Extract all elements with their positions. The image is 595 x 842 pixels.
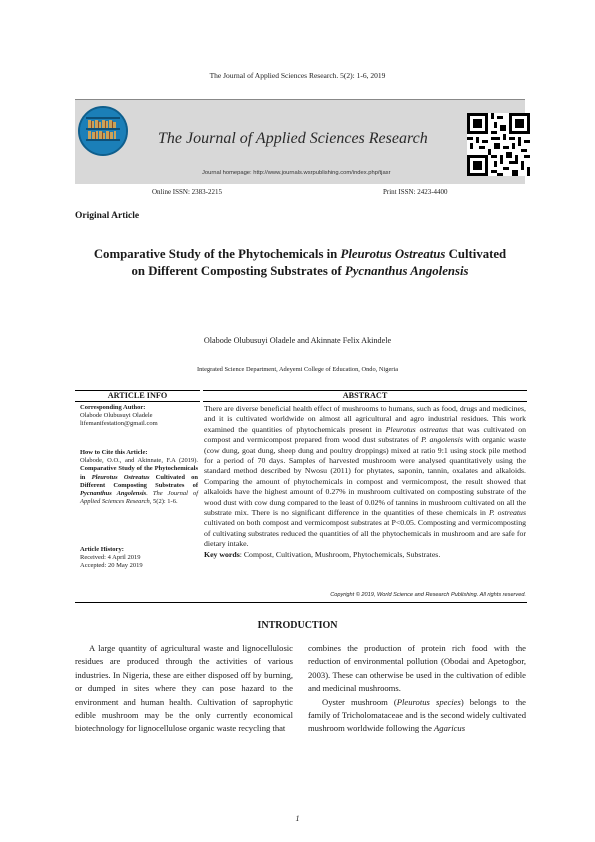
copyright-notice: Copyright © 2019, World Science and Research Publishing. All rights reserved. [330,592,526,598]
cite-title: Comparative Study of the Phytochemicals in [80,465,198,481]
intro-species: Pleurotus species [396,696,461,707]
keywords-label: Key words [204,549,240,559]
abstract-text: that was cultivated on compost and vermicompost prepared from wood dust substrates of [204,424,526,445]
abstract-heading: ABSTRACT [342,391,388,400]
abstract-body [204,404,526,560]
print-issn: Print ISSN: 2423-4400 [383,188,448,196]
abstract-bottom-rule [75,602,527,603]
journal-title: The Journal of Applied Sciences Research [158,130,428,147]
abstract-text: There are diverse beneficial health effect of mushrooms to humans, such as food, drugs and medicines, and it is cultivated worldwide on almost all agricultural and agro industrial residues. This work examined the quantities of phytochemicals present in [204,404,526,434]
abstract-species: Pleurotus ostreatus [385,424,448,434]
cite-title: Cultivated on Different Composting Substrates of [80,473,198,489]
keywords: : Compost, Cultivation, Mushroom, Phytochemicals, Substrates. [239,549,441,559]
how-to-cite [80,449,198,506]
abstract-species: P. ostreatus [488,508,526,518]
cite-authors: Olabode, O.O., and Akinnate, F.A (2019). [80,457,198,465]
cite-species: Pleurotus Ostreatus [91,473,150,481]
abstract-text: with organic waste (cow dung, goat dung, sheep dung and poultry droppings) mixed at ratio 9:1 using stock pile method for a period of 70 days. Samples of harvested mushroom were analysed quantitatively using the standard method described by Nwosu (2011) for phytates, saponin, tannin, oxalates and alkaloids. Comparing the amount of phytochemicals in compost and vermicompost, the result showed that alkaloids have the highest amount of 0.27% in mushroom cultivated on composting substrate of the wood dust with cow dung compared to the least of 0.02% of tannins in mushroom cultivated on all the substrate mix. There is no significant difference in the quantities of these chemicals in [204,435,527,518]
cite-label: How to Cite this Article: [80,449,148,456]
corr-label: Corresponding Author: [80,404,146,411]
article-history [80,546,198,571]
abstract-head-rule [203,401,527,402]
online-issn: Online ISSN: 2383-2215 [152,188,222,196]
introduction-heading: INTRODUCTION [257,620,338,631]
corr-email[interactable]: lifemanifestation@gmail.com [80,420,158,428]
abstract-text: cultivated on both compost and vermicompost substrates at P<0.05. Composting and vermicomposting of cultivating substrates reduced the quantities of all the phytochemicals in mushroom and are safe for dietary intake. [204,518,526,549]
article-info-heading: ARTICLE INFO [107,391,168,400]
title-species: Pleurotus Ostreatus [340,247,446,261]
cite-source: . The Journal of Applied Sciences Research, [80,490,198,506]
running-head: The Journal of Applied Sciences Research. 5(2): 1-6, 2019 [209,71,386,80]
intro-paragraph: combines the production of protein rich food with the reduction of environmental pollution (Obodai and Apetogbor, 2003). These can otherwise be used in the cultivation of edible and medicinal mushrooms. [308,643,526,694]
title-species: Pycnanthus Angolensis [344,264,469,278]
article-type: Original Article [75,211,140,221]
page-number: 1 [295,814,300,823]
accepted-date: Accepted: 20 May 2019 [80,562,143,570]
history-label: Article History: [80,546,124,553]
intro-paragraph: A large quantity of agricultural waste and lignocellulosic residues are produced through the activities of various industries. In Nigeria, these are either disposed off by burning, or dumped in sites where they can pose hazard to the environment and human health. Cultivation of saprophytic edible mushroom may be the only currently economical biotechnology for lignocellulose organic waste recycling that [75,643,293,734]
abstract-species: P. angolensis [421,435,463,445]
authors: Olabode Olubusuyi Oladele and Akinnate Felix Akindele [203,336,392,345]
intro-species: Agaricus [434,723,466,734]
qr-code-icon [467,113,530,176]
intro-paragraph [308,696,526,736]
received-date: Received: 4 April 2019 [80,554,141,562]
title-part: Cultivated on Different Composting Substrates of [131,247,507,278]
affiliation: Integrated Science Department, Adeyemi College of Education, Ondo, Nigeria [196,366,399,373]
intro-right-column [308,642,526,736]
journal-homepage[interactable]: Journal homepage: http://www.journals.wsrpublishing.com/index.php/tjasr [202,170,391,176]
intro-text: ) belongs to the family of Tricholomataceae and is the second widely cultivated mushroom worldwide following the [308,696,526,734]
cite-volume: 5(2): 1-6. [151,498,178,506]
intro-text: Oyster mushroom ( [322,696,397,707]
intro-left-column [75,642,293,736]
corresponding-author [80,404,198,429]
corr-name: Olabode Olubusuyi Oladele [80,412,153,420]
cite-species: Pycnanthus Angolensis [80,490,147,498]
title-part: Comparative Study of the Phytochemicals in [93,247,341,261]
article-title [90,246,510,280]
info-head-rule [75,401,200,402]
bookshelf-globe-icon [78,106,128,156]
